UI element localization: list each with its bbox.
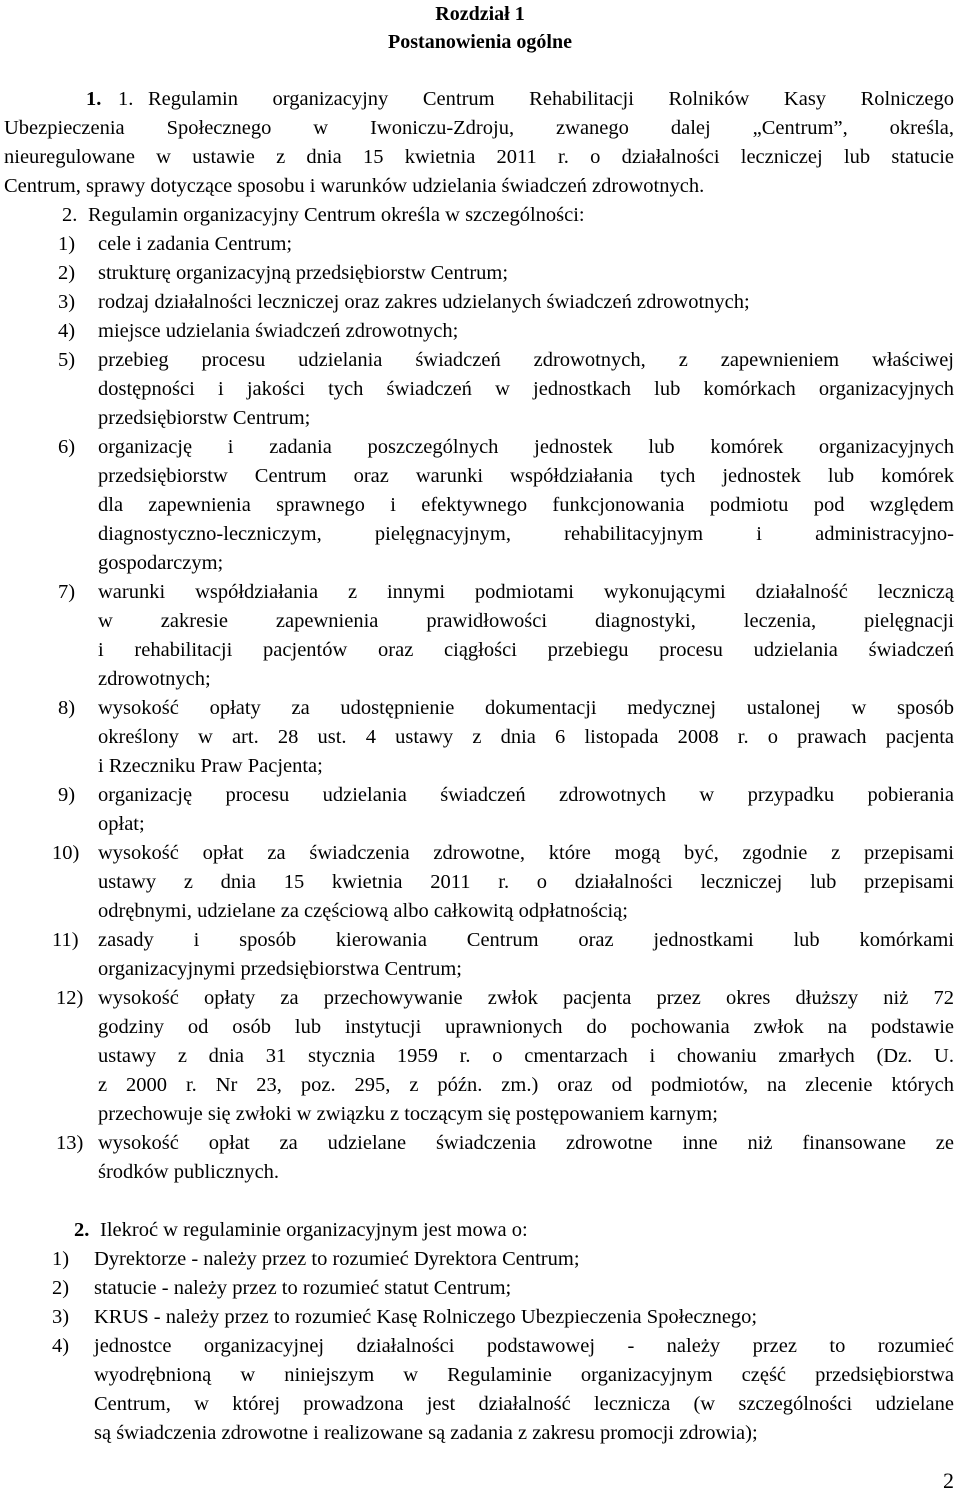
list-item-text: wysokość opłat za udzielane świadczenia zdrowotne inne niż finansowane ze <box>98 1132 954 1154</box>
list-item-text: są świadczenia zdrowotne i realizowane są zadania z zakresu promocji zdrowia); <box>94 1422 758 1444</box>
list-item-text: przedsiębiorstw Centrum oraz warunki współdziałania tych jednostek lub komórek <box>98 465 954 487</box>
list-item-number: 12) <box>56 987 84 1009</box>
list-item-number: 3) <box>58 291 76 313</box>
list-item-text: statucie - należy przez to rozumieć statut Centrum; <box>94 1277 512 1299</box>
section-2-number: 2. <box>74 1219 90 1241</box>
list-item-text: jednostce organizacyjnej działalności podstawowej - należy przez to rozumieć <box>94 1335 954 1357</box>
list-item-text: zdrowotnych; <box>98 668 211 690</box>
paragraph-1-line: Regulamin organizacyjny Centrum Rehabilitacji Rolników Kasy Rolniczego <box>148 88 954 110</box>
list-item-text: przechowuje się zwłoki w związku z toczącym się postępowaniem karnym; <box>98 1103 718 1125</box>
list-item-text: przedsiębiorstw Centrum; <box>98 407 311 429</box>
list-item-number: 2) <box>52 1277 70 1299</box>
list-item-text: warunki współdziałania z innymi podmiotami wykonującymi działalność leczniczą <box>98 581 954 603</box>
list-item-text: organizację procesu udzielania świadczeń zdrowotnych w przypadku pobierania <box>98 784 954 806</box>
chapter-title: Rozdział 1 <box>435 3 525 25</box>
list-item-text: strukturę organizacyjną przedsiębiorstw Centrum; <box>98 262 509 284</box>
list-item-number: 1) <box>52 1248 70 1270</box>
paragraph-2-number: 2. <box>62 204 78 226</box>
list-item-text: w zakresie zapewnienia prawidłowości diagnostyki, leczenia, pielęgnacji <box>98 610 954 632</box>
paragraph-1-line: nieuregulowane w ustawie z dnia 15 kwietnia 2011 r. o działalności leczniczej lub statucie <box>4 146 954 168</box>
list-item-number: 7) <box>58 581 76 603</box>
list-item-text: Centrum, w której prowadzona jest działalność lecznicza (w szczególności udzielane <box>94 1393 954 1415</box>
list-item-number: 2) <box>58 262 76 284</box>
list-item-text: godziny od osób lub instytucji uprawnionych do pochowania zwłok na podstawie <box>98 1016 954 1038</box>
list-item-number: 6) <box>58 436 76 458</box>
list-item-text: rodzaj działalności leczniczej oraz zakres udzielanych świadczeń zdrowotnych; <box>98 291 750 313</box>
list-item-text: dostępności i jakości tych świadczeń w jednostkach lub komórkach organizacyjnych <box>98 378 954 400</box>
list-item-text: środków publicznych. <box>98 1161 280 1183</box>
list-item-number: 1) <box>58 233 76 255</box>
list-item-text: wysokość opłat za świadczenia zdrowotne, które mogą być, zgodnie z przepisami <box>98 842 954 864</box>
list-item-text: KRUS - należy przez to rozumieć Kasę Rolniczego Ubezpieczenia Społecznego; <box>94 1306 758 1328</box>
list-item-text: określony w art. 28 ust. 4 ustawy z dnia 6 listopada 2008 r. o prawach pacjenta <box>98 726 954 748</box>
list-item-text: ustawy z dnia 31 stycznia 1959 r. o cmentarzach i chowaniu zmarłych (Dz. U. <box>98 1045 954 1067</box>
list-item-text: z 2000 r. Nr 23, poz. 295, z późn. zm.) oraz od podmiotów, na zlecenie których <box>98 1074 954 1096</box>
paragraph-2-intro: Regulamin organizacyjny Centrum określa w szczególności: <box>88 204 585 226</box>
list-item-text: Dyrektorze - należy przez to rozumieć Dyrektora Centrum; <box>94 1248 580 1270</box>
list-item-text: miejsce udzielania świadczeń zdrowotnych; <box>98 320 459 342</box>
list-item-text: wysokość opłaty za udostępnienie dokumentacji medycznej ustalonej w sposób <box>98 697 954 719</box>
list-item-number: 9) <box>58 784 76 806</box>
list-item-text: i Rzeczniku Praw Pacjenta; <box>98 755 323 777</box>
list-item-number: 4) <box>52 1335 70 1357</box>
list-item-text: cele i zadania Centrum; <box>98 233 293 255</box>
list-item-number: 4) <box>58 320 76 342</box>
list-item-text: wysokość opłaty za przechowywanie zwłok pacjenta przez okres dłuższy niż 72 <box>98 987 954 1009</box>
list-item-number: 13) <box>56 1132 84 1154</box>
section-2-intro: Ilekroć w regulaminie organizacyjnym jest mowa o: <box>100 1219 528 1241</box>
list-item-text: dla zapewnienia sprawnego i efektywnego funkcjonowania podmiotu pod względem <box>98 494 954 516</box>
section-1-number: 1. <box>86 88 102 110</box>
list-item-text: ustawy z dnia 15 kwietnia 2011 r. o działalności leczniczej lub przepisami <box>98 871 954 893</box>
list-item-text: opłat; <box>98 813 145 835</box>
page-number: 2 <box>943 1468 954 1493</box>
list-item-number: 3) <box>52 1306 70 1328</box>
list-item-text: zasady i sposób kierowania Centrum oraz jednostkami lub komórkami <box>98 929 954 951</box>
list-item-number: 5) <box>58 349 76 371</box>
list-item-text: wyodrębnioną w niniejszym w Regulaminie organizacyjnym część przedsiębiorstwa <box>94 1364 954 1386</box>
paragraph-1-number: 1. <box>118 88 134 110</box>
list-item-text: i rehabilitacji pacjentów oraz ciągłości przebiegu procesu udzielania świadczeń <box>98 639 954 661</box>
list-item-text: diagnostyczno-leczniczym, pielęgnacyjnym, rehabilitacyjnym i administracyjno- <box>98 523 954 545</box>
list-item-text: odrębnymi, udzielane za częściową albo całkowitą odpłatnością; <box>98 900 628 922</box>
list-item-text: przebieg procesu udzielania świadczeń zdrowotnych, z zapewnieniem właściwej <box>98 349 954 371</box>
chapter-subtitle: Postanowienia ogólne <box>388 31 572 53</box>
list-item-text: organizację i zadania poszczególnych jednostek lub komórek organizacyjnych <box>98 436 954 458</box>
list-item-text: gospodarczym; <box>98 552 224 574</box>
list-item-text: organizacyjnymi przedsiębiorstwa Centrum; <box>98 958 462 980</box>
list-item-number: 10) <box>52 842 80 864</box>
paragraph-1-line: Ubezpieczenia Społecznego w Iwoniczu-Zdroju, zwanego dalej „Centrum”, określa, <box>4 117 954 139</box>
list-item-number: 11) <box>52 929 79 951</box>
paragraph-1-line: Centrum, sprawy dotyczące sposobu i warunków udzielania świadczeń zdrowotnych. <box>4 175 705 197</box>
list-item-number: 8) <box>58 697 76 719</box>
